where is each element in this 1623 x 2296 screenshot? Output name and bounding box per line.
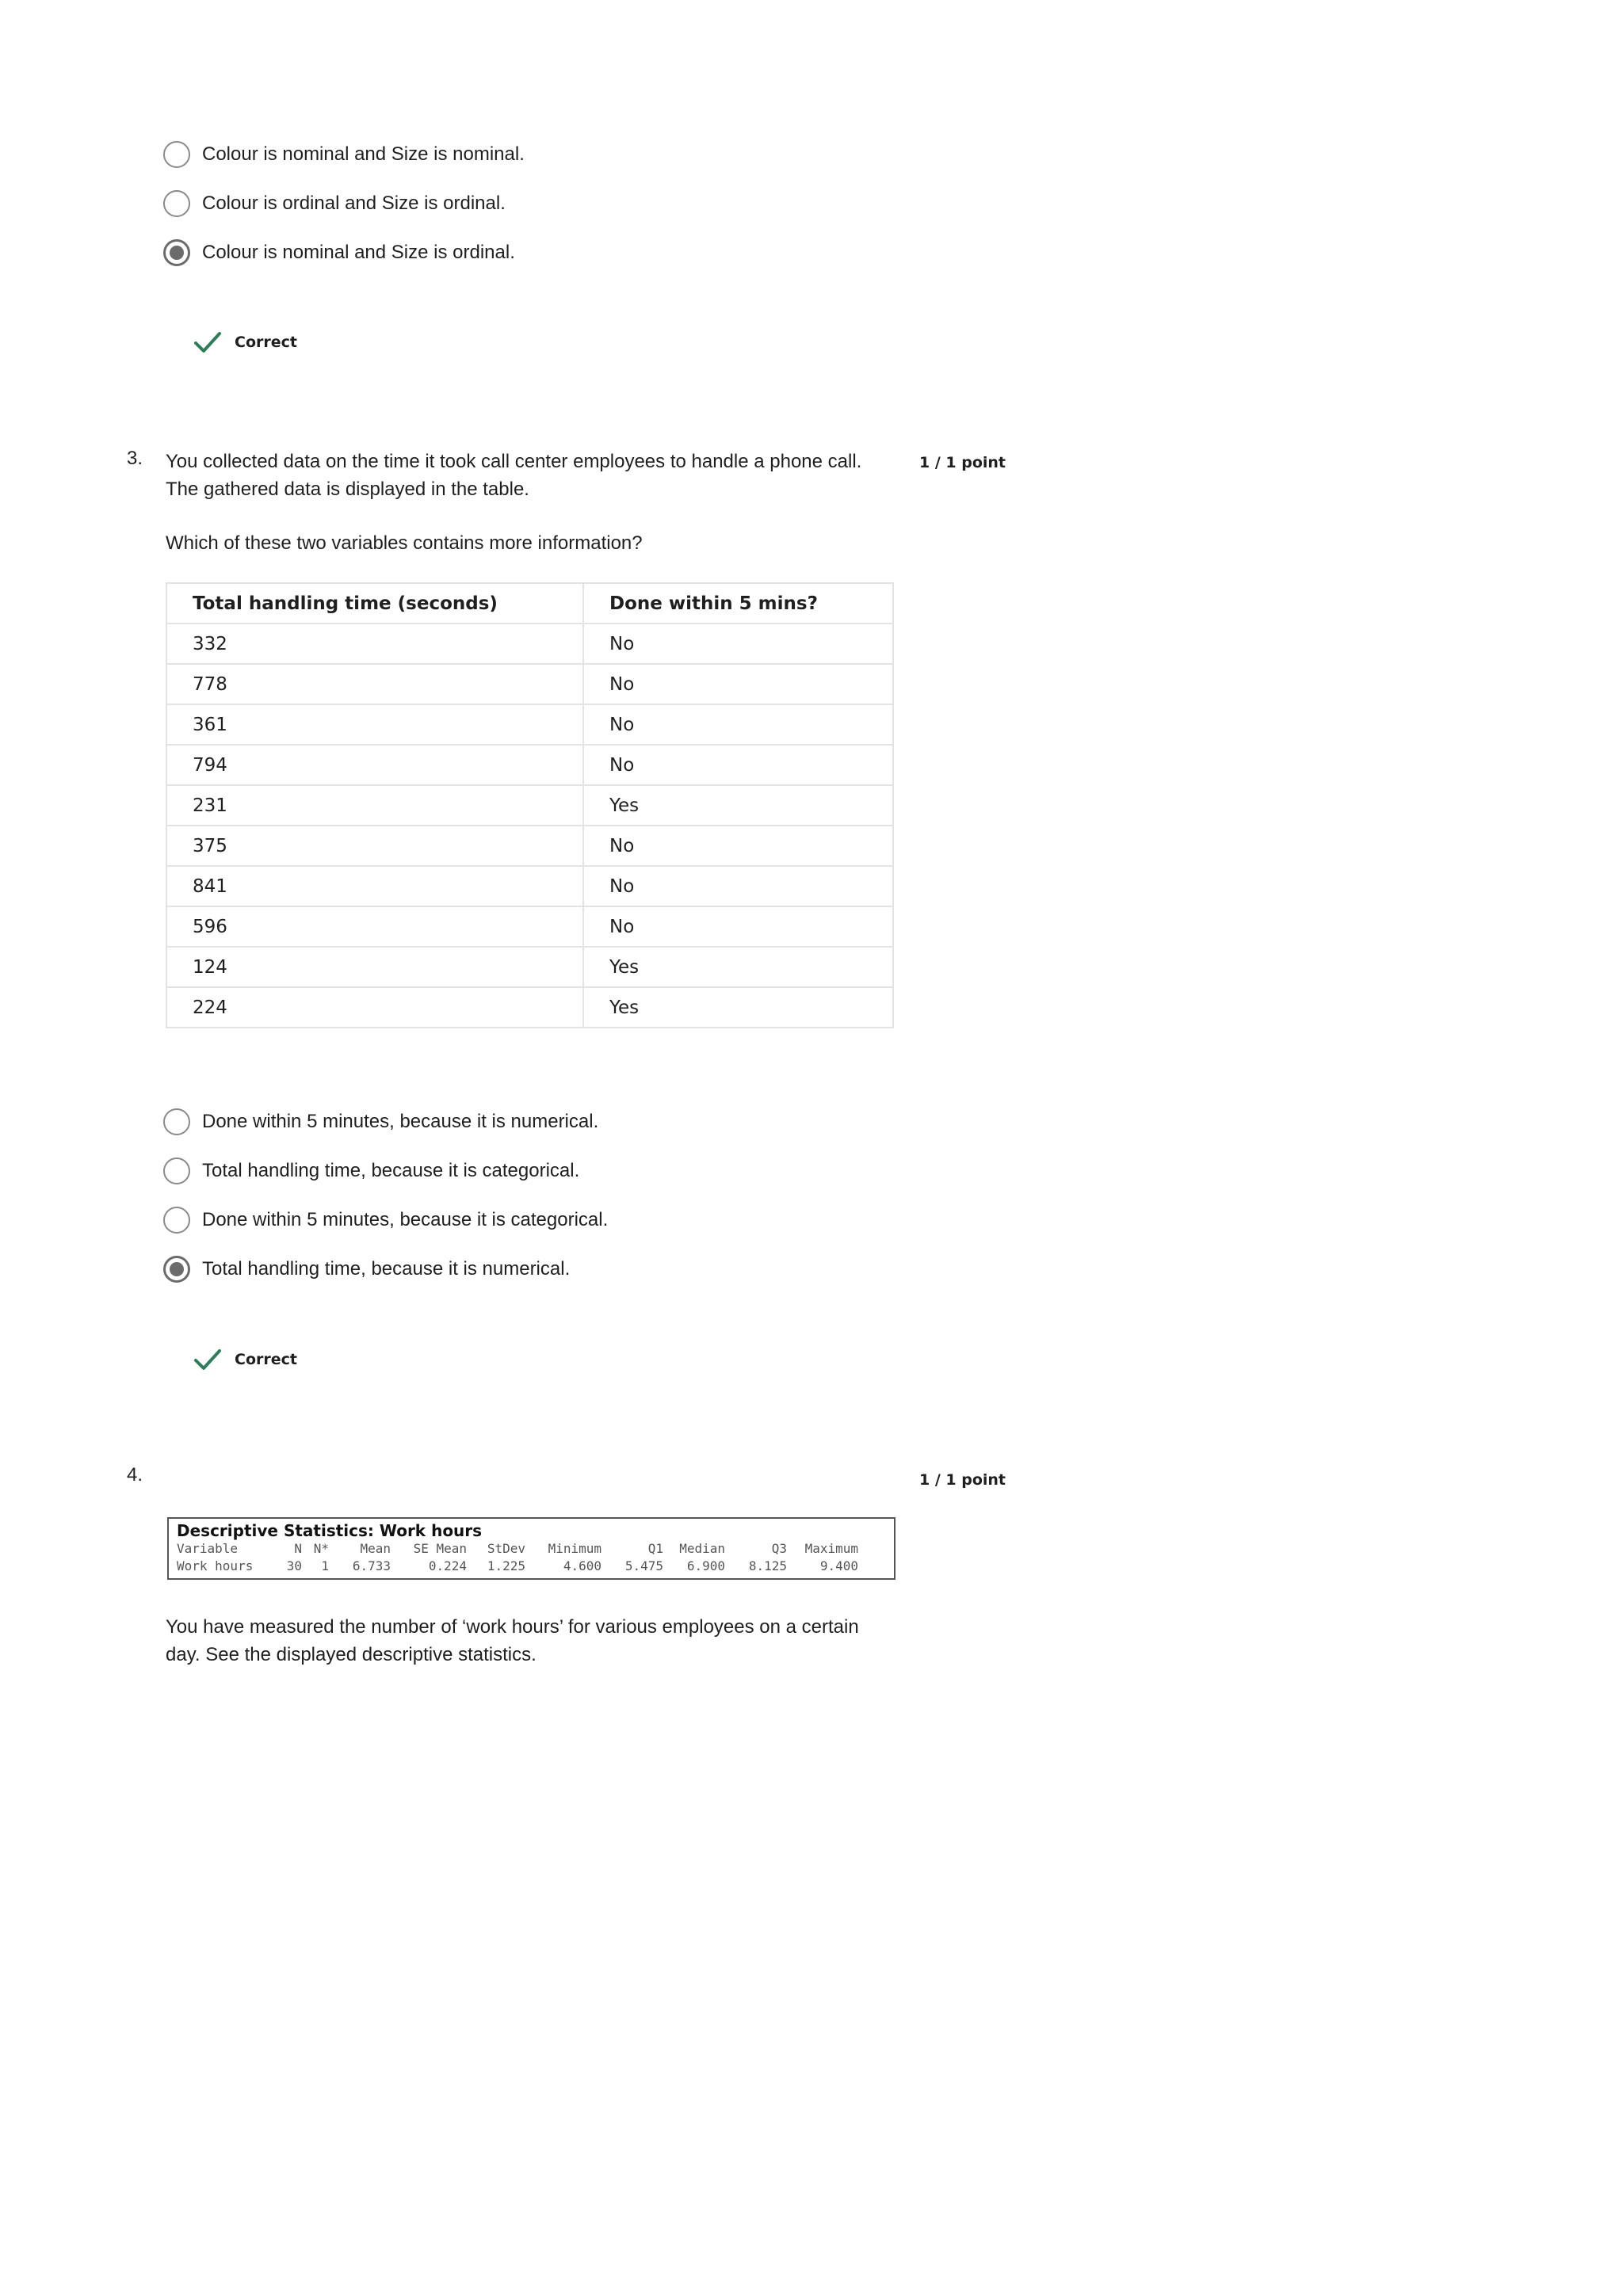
q3-option-4-label: Total handling time, because it is numerical. (202, 1258, 571, 1280)
q4-points: 1 / 1 point (919, 1471, 1006, 1489)
table-cell: 361 (166, 704, 583, 745)
stats-value: 1 (321, 1558, 329, 1573)
stats-header: Mean (360, 1541, 391, 1556)
table-row (166, 624, 893, 664)
table-row (166, 947, 893, 987)
check-icon (193, 1348, 222, 1371)
q2-option-2[interactable] (163, 189, 506, 218)
q2-feedback (193, 326, 297, 358)
table-cell: 596 (166, 906, 583, 947)
stats-header: Q3 (771, 1541, 787, 1556)
q3-option-2-label: Total handling time, because it is categorical. (202, 1160, 580, 1181)
q3-option-2[interactable] (163, 1157, 579, 1185)
q3-option-4[interactable] (163, 1255, 570, 1283)
q2-option-1-radio[interactable] (163, 141, 190, 168)
table-cell: No (583, 826, 893, 866)
q3-option-1[interactable] (163, 1108, 598, 1136)
table-cell: No (583, 664, 893, 704)
stats-header: N (294, 1541, 302, 1556)
stats-value: 5.475 (624, 1558, 663, 1573)
table-cell: 794 (166, 745, 583, 785)
q4-text: You have measured the number of ‘work hours’ for various employees on a certain day. See the displayed descriptive statistics. (166, 1616, 859, 1665)
check-icon (193, 330, 222, 354)
table-row (166, 826, 893, 866)
stats-value: 9.400 (819, 1558, 858, 1573)
q3-option-1-radio[interactable] (163, 1108, 190, 1135)
stats-header: Variable (177, 1541, 239, 1556)
q3-option-1-label: Done within 5 minutes, because it is numerical. (202, 1111, 599, 1132)
table-cell: Yes (583, 785, 893, 826)
table-cell: No (583, 624, 893, 664)
stats-header: StDev (487, 1541, 525, 1556)
stats-header: Median (679, 1541, 725, 1556)
stats-value: 1.225 (487, 1558, 525, 1573)
stats-header: SE Mean (413, 1541, 467, 1556)
table-row (166, 664, 893, 704)
table-row (166, 704, 893, 745)
stats-header: Minimum (548, 1541, 601, 1556)
table-row (166, 987, 893, 1028)
q3-question: Which of these two variables contains more information? (166, 532, 643, 554)
stats-header: Maximum (804, 1541, 858, 1556)
table-cell: 778 (166, 664, 583, 704)
table-row (166, 745, 893, 785)
table-cell: 841 (166, 866, 583, 906)
stats-value: 8.125 (748, 1558, 787, 1573)
table-cell: 375 (166, 826, 583, 866)
q2-option-3[interactable] (163, 238, 515, 267)
stats-value: 0.224 (428, 1558, 467, 1573)
q2-option-2-label: Colour is ordinal and Size is ordinal. (202, 193, 506, 214)
table-cell: Yes (583, 947, 893, 987)
table-cell: 124 (166, 947, 583, 987)
q2-option-3-radio-selected[interactable] (163, 239, 190, 266)
stats-value: 30 (286, 1558, 302, 1573)
table-cell: No (583, 704, 893, 745)
table-row (166, 906, 893, 947)
table-cell: 332 (166, 624, 583, 664)
q3-option-3-label: Done within 5 minutes, because it is categorical. (202, 1209, 609, 1230)
q3-option-4-radio-selected[interactable] (163, 1256, 190, 1283)
table-cell: Yes (583, 987, 893, 1028)
table-cell: No (583, 906, 893, 947)
stats-title: Descriptive Statistics: Work hours (177, 1521, 483, 1540)
q3-feedback (193, 1344, 297, 1375)
q4-descriptive-statistics (167, 1517, 896, 1580)
q3-option-2-radio[interactable] (163, 1158, 190, 1184)
stats-value: 6.733 (352, 1558, 391, 1573)
table-cell: 224 (166, 987, 583, 1028)
stats-value: Work hours (177, 1558, 254, 1573)
q3-number: 3. (127, 448, 143, 469)
stats-value: 4.600 (563, 1558, 601, 1573)
q3-points: 1 / 1 point (919, 454, 1006, 471)
table-header-row (166, 583, 893, 624)
q3-option-3-radio[interactable] (163, 1207, 190, 1234)
table-header-total-handling-time: Total handling time (seconds) (166, 583, 583, 624)
table-cell: No (583, 745, 893, 785)
stats-header: Q1 (647, 1541, 663, 1556)
q3-feedback-label: Correct (235, 1351, 297, 1368)
q2-option-2-radio[interactable] (163, 190, 190, 217)
table-row (166, 866, 893, 906)
stats-header: N* (313, 1541, 329, 1556)
q2-feedback-label: Correct (235, 334, 297, 351)
stats-value: 6.900 (686, 1558, 725, 1573)
table-cell: No (583, 866, 893, 906)
q2-option-3-label: Colour is nominal and Size is ordinal. (202, 242, 515, 263)
q3-data-table (166, 582, 894, 1028)
table-cell: 231 (166, 785, 583, 826)
q2-option-1[interactable] (163, 140, 525, 169)
stats-table (177, 1540, 886, 1575)
table-row (166, 785, 893, 826)
q2-option-1-label: Colour is nominal and Size is nominal. (202, 143, 525, 165)
q3-text: You collected data on the time it took call center employees to handle a phone call. The gathered data is displayed in the table. (166, 451, 862, 500)
q4-number: 4. (127, 1464, 143, 1486)
q3-option-3[interactable] (163, 1206, 608, 1234)
table-header-done-within-5-mins: Done within 5 mins? (583, 583, 893, 624)
